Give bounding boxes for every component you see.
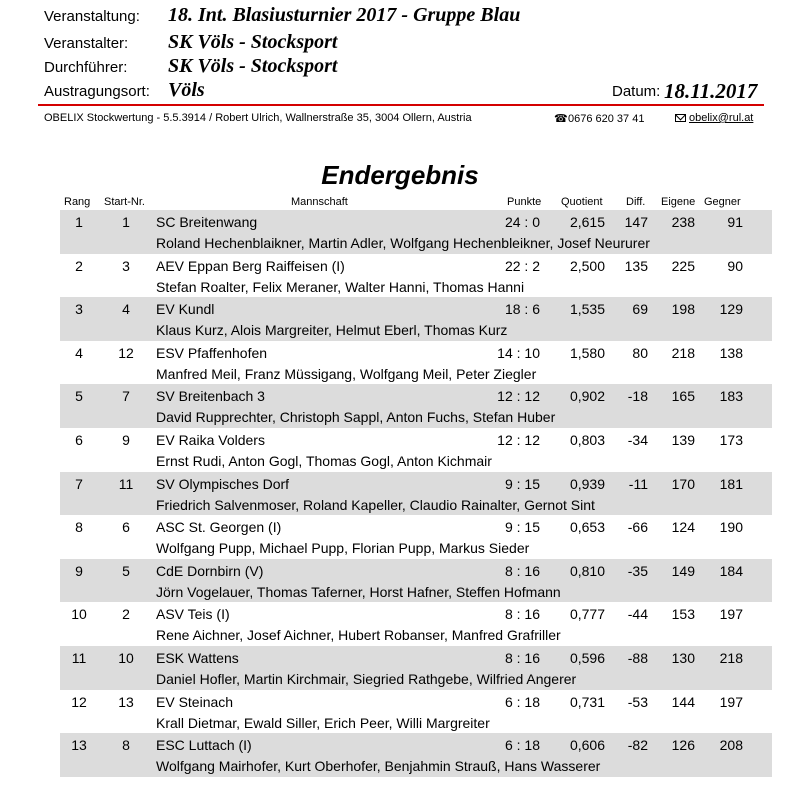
table-row (60, 559, 772, 603)
cell-rang: 9 (75, 562, 83, 579)
cell-punkte: 12 : 12 (497, 388, 540, 405)
cell-team: SV Olympisches Dorf (156, 475, 290, 492)
cell-diff: -18 (627, 388, 648, 405)
cell-eigene: 153 (671, 606, 695, 623)
cell-team: ASC St. Georgen (I) (156, 519, 282, 536)
cell-rang: 12 (71, 693, 87, 710)
cell-quotient: 0,939 (569, 475, 605, 492)
cell-team: EV Steinach (156, 693, 234, 710)
cell-eigene: 149 (671, 562, 695, 579)
executor-label: Durchführer: (44, 59, 128, 76)
cell-start: 9 (122, 431, 130, 448)
cell-team: ASV Teis (I) (156, 606, 230, 623)
cell-start: 1 (122, 214, 130, 230)
cell-start: 13 (118, 693, 134, 710)
cell-quotient: 0,777 (569, 606, 605, 623)
cell-punkte: 18 : 6 (504, 301, 540, 318)
cell-eigene: 126 (671, 737, 695, 754)
cell-diff: -82 (627, 737, 648, 754)
cell-rang: 13 (71, 737, 87, 754)
cell-gegner: 197 (719, 693, 743, 710)
cell-players: Klaus Kurz, Alois Margreiter, Helmut Eberl, Thomas Kurz (156, 322, 508, 339)
phone-number: 0676 620 37 41 (568, 113, 645, 125)
cell-eigene: 124 (671, 519, 695, 536)
footer-software: OBELIX Stockwertung - 5.5.3914 / Robert Ulrich, Wallnerstraße 35, 3004 Ollern, Austria (44, 112, 472, 124)
cell-quotient: 0,902 (569, 388, 605, 405)
organizer-label: Veranstalter: (44, 35, 129, 52)
cell-team: ESV Pfaffenhofen (156, 344, 268, 361)
cell-quotient: 0,810 (569, 562, 605, 579)
cell-start: 2 (122, 606, 130, 623)
cell-eigene: 165 (671, 388, 695, 405)
col-header-quotient: Quotient (561, 196, 603, 208)
table-row (60, 210, 772, 254)
email-link[interactable]: obelix@rul.at (689, 112, 754, 124)
cell-players: Friedrich Salvenmoser, Roland Kapeller, Claudio Rainalter, Gernot Sint (156, 496, 595, 513)
cell-team: ESC Luttach (I) (156, 737, 252, 754)
executor-value: SK Völs - Stocksport (168, 55, 338, 77)
cell-punkte: 9 : 15 (504, 475, 540, 492)
cell-rang: 6 (75, 431, 83, 448)
phone-icon: ☎ (554, 113, 568, 125)
table-row (60, 384, 772, 428)
cell-punkte: 6 : 18 (504, 693, 540, 710)
cell-gegner: 90 (727, 257, 743, 274)
cell-punkte: 12 : 12 (497, 431, 540, 448)
cell-team: EV Kundl (156, 301, 215, 318)
cell-players: Roland Hechenblaikner, Martin Adler, Wolfgang Hechenbleikner, Josef Neururer (156, 235, 650, 251)
cell-start: 10 (118, 649, 134, 666)
col-header-team: Mannschaft (291, 196, 348, 208)
table-row (60, 341, 772, 385)
cell-eigene: 218 (671, 344, 695, 361)
cell-quotient: 2,615 (569, 214, 605, 230)
cell-diff: 80 (632, 344, 648, 361)
cell-players: Jörn Vogelauer, Thomas Taferner, Horst Hafner, Steffen Hofmann (156, 583, 561, 600)
cell-gegner: 183 (719, 388, 743, 405)
cell-rang: 4 (75, 344, 83, 361)
cell-team: SV Breitenbach 3 (156, 388, 265, 405)
cell-start: 12 (118, 344, 134, 361)
cell-players: David Rupprechter, Christoph Sappl, Anton Fuchs, Stefan Huber (156, 409, 556, 426)
table-row (60, 428, 772, 472)
cell-players: Ernst Rudi, Anton Gogl, Thomas Gogl, Anton Kichmair (156, 452, 492, 469)
cell-players: Daniel Hofler, Martin Kirchmair, Siegried Rathgebe, Wilfried Angerer (156, 670, 577, 687)
cell-team: CdE Dornbirn (V) (156, 562, 264, 579)
cell-eigene: 225 (671, 257, 695, 274)
cell-gegner: 91 (727, 214, 743, 230)
cell-eigene: 238 (671, 214, 695, 230)
col-header-diff: Diff. (626, 196, 646, 208)
cell-diff: -44 (627, 606, 648, 623)
cell-diff: -11 (628, 475, 648, 492)
table-row (60, 297, 772, 341)
cell-diff: -88 (627, 649, 648, 666)
cell-rang: 1 (75, 214, 83, 230)
cell-eigene: 139 (671, 431, 695, 448)
cell-gegner: 129 (719, 301, 743, 318)
cell-gegner: 173 (719, 431, 743, 448)
table-row (60, 472, 772, 516)
cell-eigene: 170 (671, 475, 695, 492)
cell-players: Krall Dietmar, Ewald Siller, Erich Peer, Willi Margreiter (156, 714, 490, 731)
cell-punkte: 9 : 15 (504, 519, 540, 536)
cell-diff: -66 (627, 519, 648, 536)
cell-diff: -34 (627, 431, 648, 448)
cell-quotient: 0,731 (569, 693, 605, 710)
cell-gegner: 197 (719, 606, 743, 623)
cell-eigene: 130 (671, 649, 695, 666)
table-row (60, 254, 772, 298)
cell-punkte: 8 : 16 (504, 649, 540, 666)
cell-gegner: 208 (719, 737, 743, 754)
cell-start: 5 (122, 562, 130, 579)
cell-players: Manfred Meil, Franz Müssigang, Wolfgang Meil, Peter Ziegler (156, 365, 537, 382)
table-row (60, 602, 772, 646)
cell-team: EV Raika Volders (156, 431, 265, 448)
cell-punkte: 14 : 10 (497, 344, 540, 361)
cell-team: AEV Eppan Berg Raiffeisen (I) (156, 257, 345, 274)
cell-rang: 11 (71, 649, 87, 666)
cell-rang: 10 (71, 606, 87, 623)
footer-email[interactable] (675, 112, 753, 124)
cell-quotient: 0,803 (569, 431, 605, 448)
venue-label: Austragungsort: (44, 83, 150, 100)
organizer-value: SK Völs - Stocksport (168, 31, 338, 53)
cell-players: Wolfgang Pupp, Michael Pupp, Florian Pupp, Markus Sieder (156, 540, 530, 557)
cell-start: 11 (118, 475, 134, 492)
cell-start: 3 (122, 257, 130, 274)
event-value: 18. Int. Blasiusturnier 2017 - Gruppe Blau (168, 4, 521, 26)
cell-team: ESK Wattens (156, 649, 239, 666)
cell-quotient: 2,500 (569, 257, 605, 274)
col-header-gegner: Gegner (704, 196, 741, 208)
col-header-start: Start-Nr. (104, 196, 145, 208)
cell-rang: 8 (75, 519, 83, 536)
footer-phone (554, 112, 644, 125)
cell-gegner: 190 (719, 519, 743, 536)
cell-punkte: 6 : 18 (504, 737, 540, 754)
page-title: Endergebnis (321, 160, 479, 190)
cell-punkte: 8 : 16 (504, 562, 540, 579)
cell-quotient: 0,653 (569, 519, 605, 536)
cell-quotient: 0,606 (569, 737, 605, 754)
col-header-punkte: Punkte (507, 196, 542, 208)
cell-quotient: 1,580 (569, 344, 605, 361)
results-table (60, 210, 772, 777)
cell-players: Stefan Roalter, Felix Meraner, Walter Hanni, Thomas Hanni (156, 278, 525, 295)
cell-team: SC Breitenwang (156, 214, 258, 230)
cell-eigene: 144 (671, 693, 695, 710)
table-row (60, 515, 772, 559)
cell-eigene: 198 (671, 301, 695, 318)
cell-diff: 147 (624, 214, 648, 230)
col-header-rang: Rang (64, 196, 91, 208)
table-row (60, 690, 772, 734)
cell-start: 7 (122, 388, 130, 405)
date-value: 18.11.2017 (664, 79, 758, 103)
cell-rang: 2 (75, 257, 83, 274)
cell-diff: 69 (632, 301, 648, 318)
cell-diff: -35 (627, 562, 648, 579)
cell-start: 6 (122, 519, 130, 536)
cell-punkte: 24 : 0 (504, 214, 540, 230)
table-row (60, 733, 772, 777)
cell-players: Rene Aichner, Josef Aichner, Hubert Robanser, Manfred Grafriller (156, 627, 561, 644)
cell-rang: 3 (75, 301, 83, 318)
cell-quotient: 0,596 (569, 649, 605, 666)
event-label: Veranstaltung: (44, 8, 140, 25)
cell-diff: 135 (624, 257, 648, 274)
cell-rang: 5 (75, 388, 83, 405)
cell-punkte: 8 : 16 (504, 606, 540, 623)
cell-punkte: 22 : 2 (504, 257, 540, 274)
cell-gegner: 138 (719, 344, 743, 361)
header-divider (38, 104, 764, 106)
mail-icon (675, 114, 686, 122)
cell-diff: -53 (627, 693, 648, 710)
cell-quotient: 1,535 (569, 301, 605, 318)
cell-start: 4 (122, 301, 130, 318)
date-label: Datum: (612, 83, 661, 100)
cell-rang: 7 (75, 475, 83, 492)
table-row (60, 646, 772, 690)
venue-value: Völs (168, 79, 205, 101)
cell-gegner: 218 (719, 649, 743, 666)
cell-gegner: 181 (719, 475, 743, 492)
cell-gegner: 184 (719, 562, 743, 579)
col-header-eigene: Eigene (661, 196, 696, 208)
cell-start: 8 (122, 737, 130, 754)
cell-players: Wolfgang Mairhofer, Kurt Oberhofer, Benjahmin Strauß, Hans Wasserer (156, 758, 601, 775)
